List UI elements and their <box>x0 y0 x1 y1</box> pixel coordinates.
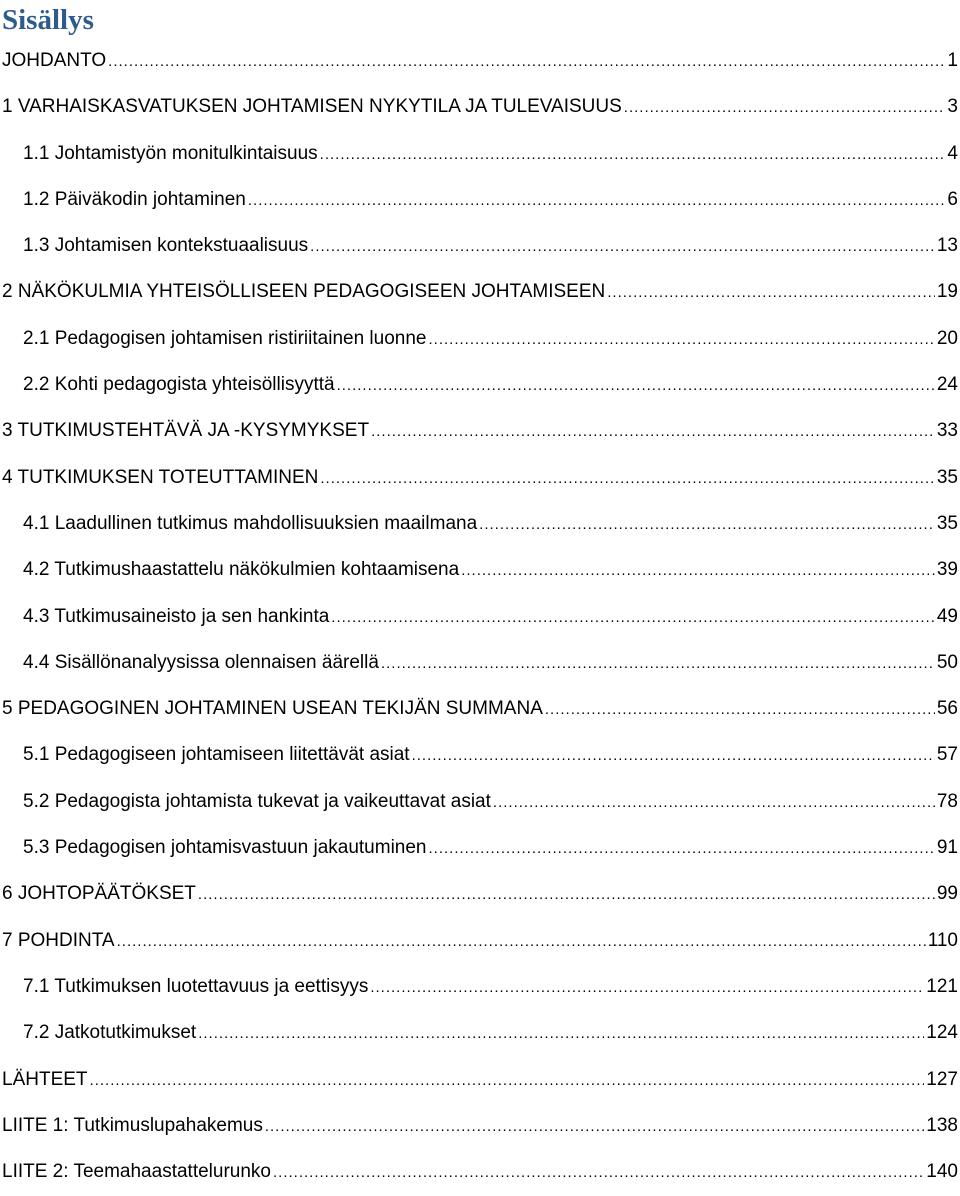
toc-entry-title: LIITE 2: Teemahaastattelurunko <box>2 1161 271 1183</box>
toc-entry-title: 1.3 Johtamisen kontekstuaalisuus <box>23 235 309 257</box>
toc-entry-page-number: 20 <box>936 327 958 349</box>
toc-entry-page-number: 124 <box>926 1022 958 1044</box>
toc-entry-title: 4.4 Sisällönanalyysissa olennaisen äärellä <box>23 651 379 673</box>
toc-dot-leader <box>337 363 935 409</box>
toc-entry[interactable] <box>0 269 958 315</box>
toc-entry[interactable] <box>0 223 958 269</box>
toc-dot-leader <box>624 85 946 131</box>
toc-entry-title: 4.2 Tutkimushaastattelu näkökulmien kohtaamisena <box>23 559 460 581</box>
toc-entry[interactable] <box>0 640 958 686</box>
toc-dot-leader <box>108 39 945 85</box>
toc-entry-page-number: 6 <box>947 188 958 210</box>
toc-entry[interactable] <box>0 1103 958 1149</box>
toc-dot-leader <box>117 919 926 965</box>
toc-entry[interactable] <box>0 779 958 825</box>
toc-entry-title: 3 TUTKIMUSTEHTÄVÄ JA -KYSYMYKSET <box>2 420 370 442</box>
toc-entry-title: 6 JOHTOPÄÄTÖKSET <box>2 883 196 905</box>
toc-entry-title: 7.1 Tutkimuksen luotettavuus ja eettisyys <box>23 975 369 997</box>
toc-entry[interactable] <box>0 547 958 593</box>
toc-entry-title: 1.2 Päiväkodin johtaminen <box>23 188 246 210</box>
toc-entry-page-number: 99 <box>936 883 958 905</box>
toc-entry-title: 2.1 Pedagogisen johtamisen ristiriitainen luonne <box>23 327 427 349</box>
toc-entry-title: 4 TUTKIMUKSEN TOTEUTTAMINEN <box>2 466 319 488</box>
toc-entry-page-number: 39 <box>936 559 958 581</box>
toc-dot-leader <box>493 780 935 826</box>
toc-entry-title: JOHDANTO <box>2 50 107 71</box>
toc-dot-leader <box>429 826 935 872</box>
toc-entry-title: LIITE 1: Tutkimuslupahakemus <box>2 1114 263 1136</box>
toc-entry-title: 4.3 Tutkimusaineisto ja sen hankinta <box>23 605 330 627</box>
toc-title: Sisällys <box>2 4 94 36</box>
toc-entry[interactable] <box>0 918 958 964</box>
toc-dot-leader <box>371 409 935 455</box>
toc-dot-leader <box>370 965 924 1011</box>
toc-dot-leader <box>331 595 935 641</box>
toc-entry-page-number: 3 <box>947 96 958 118</box>
toc-dot-leader <box>320 132 946 178</box>
toc-entry-page-number: 35 <box>936 512 958 534</box>
toc-entry-title: 4.1 Laadullinen tutkimus mahdollisuuksien maailmana <box>23 512 478 534</box>
toc-entry[interactable] <box>0 732 958 778</box>
toc-dot-leader <box>198 1011 924 1057</box>
toc-dot-leader <box>273 1150 924 1196</box>
toc-entry-page-number: 91 <box>936 837 958 859</box>
toc-entry[interactable] <box>0 825 958 871</box>
toc-entry[interactable] <box>0 38 958 84</box>
toc-entry[interactable] <box>0 594 958 640</box>
toc-dot-leader <box>412 733 935 779</box>
toc-entry-title: 1 VARHAISKASVATUKSEN JOHTAMISEN NYKYTILA JA TULEVAISUUS <box>2 96 622 118</box>
toc-entry[interactable] <box>0 686 958 732</box>
toc-entry[interactable] <box>0 1010 958 1056</box>
toc-entry-page-number: 19 <box>936 281 958 303</box>
toc-entry-title: LÄHTEET <box>2 1068 88 1090</box>
toc-entry-title: 7 POHDINTA <box>2 929 115 951</box>
toc-dot-leader <box>90 1058 925 1104</box>
toc-entry[interactable] <box>0 1149 958 1195</box>
toc-entry-page-number: 110 <box>927 929 958 951</box>
toc-entry[interactable] <box>0 501 958 547</box>
toc-entry[interactable] <box>0 131 958 177</box>
toc-dot-leader <box>479 502 935 548</box>
toc-entry-page-number: 140 <box>926 1161 958 1183</box>
toc-entry-title: 5 PEDAGOGINEN JOHTAMINEN USEAN TEKIJÄN SUMMANA <box>2 698 543 720</box>
toc-dot-leader <box>461 548 935 594</box>
toc-entry-title: 5.2 Pedagogista johtamista tukevat ja vaikeuttavat asiat <box>23 790 491 812</box>
toc-dot-leader <box>545 687 935 733</box>
toc-entry-title: 1.1 Johtamistyön monitulkintaisuus <box>23 142 318 164</box>
toc-dot-leader <box>198 872 935 918</box>
toc-entry[interactable] <box>0 316 958 362</box>
toc-entry-page-number: 138 <box>926 1114 958 1136</box>
toc-entry-page-number: 35 <box>936 466 958 488</box>
toc-entry-page-number: 33 <box>936 420 958 442</box>
toc-entry[interactable] <box>0 177 958 223</box>
toc-entry-page-number: 24 <box>936 374 958 396</box>
toc-entry[interactable] <box>0 871 958 917</box>
toc-entry[interactable] <box>0 362 958 408</box>
toc-dot-leader <box>428 317 934 363</box>
toc-entry-page-number: 57 <box>936 744 958 766</box>
toc-entry-title: 5.1 Pedagogiseen johtamiseen liitettävät asiat <box>23 744 410 766</box>
toc-entry-page-number: 56 <box>936 698 958 720</box>
toc-entry-page-number: 13 <box>936 235 958 257</box>
toc-dot-leader <box>265 1104 924 1150</box>
toc-entry-page-number: 1 <box>947 50 958 71</box>
toc-entry[interactable] <box>0 408 958 454</box>
toc-entry-page-number: 121 <box>926 975 958 997</box>
toc-entry-page-number: 4 <box>947 142 958 164</box>
toc-entry-page-number: 78 <box>936 790 958 812</box>
toc-entry[interactable] <box>0 1057 958 1103</box>
toc-entry-page-number: 127 <box>926 1068 958 1090</box>
toc-entry[interactable] <box>0 455 958 501</box>
toc-entry-page-number: 49 <box>936 605 958 627</box>
toc-dot-leader <box>607 270 935 316</box>
toc-entry[interactable] <box>0 84 958 130</box>
toc-entry-title: 5.3 Pedagogisen johtamisvastuun jakautuminen <box>23 837 427 859</box>
toc-dot-leader <box>248 178 946 224</box>
toc-list <box>0 38 958 1195</box>
toc-entry-title: 7.2 Jatkotutkimukset <box>23 1022 197 1044</box>
toc-entry-title: 2 NÄKÖKULMIA YHTEISÖLLISEEN PEDAGOGISEEN JOHTAMISEEN <box>2 281 606 303</box>
toc-entry-title: 2.2 Kohti pedagogista yhteisöllisyyttä <box>23 374 335 396</box>
toc-dot-leader <box>320 456 935 502</box>
toc-entry[interactable] <box>0 964 958 1010</box>
toc-dot-leader <box>310 224 935 270</box>
toc-dot-leader <box>381 641 935 687</box>
toc-entry-page-number: 50 <box>936 651 958 673</box>
